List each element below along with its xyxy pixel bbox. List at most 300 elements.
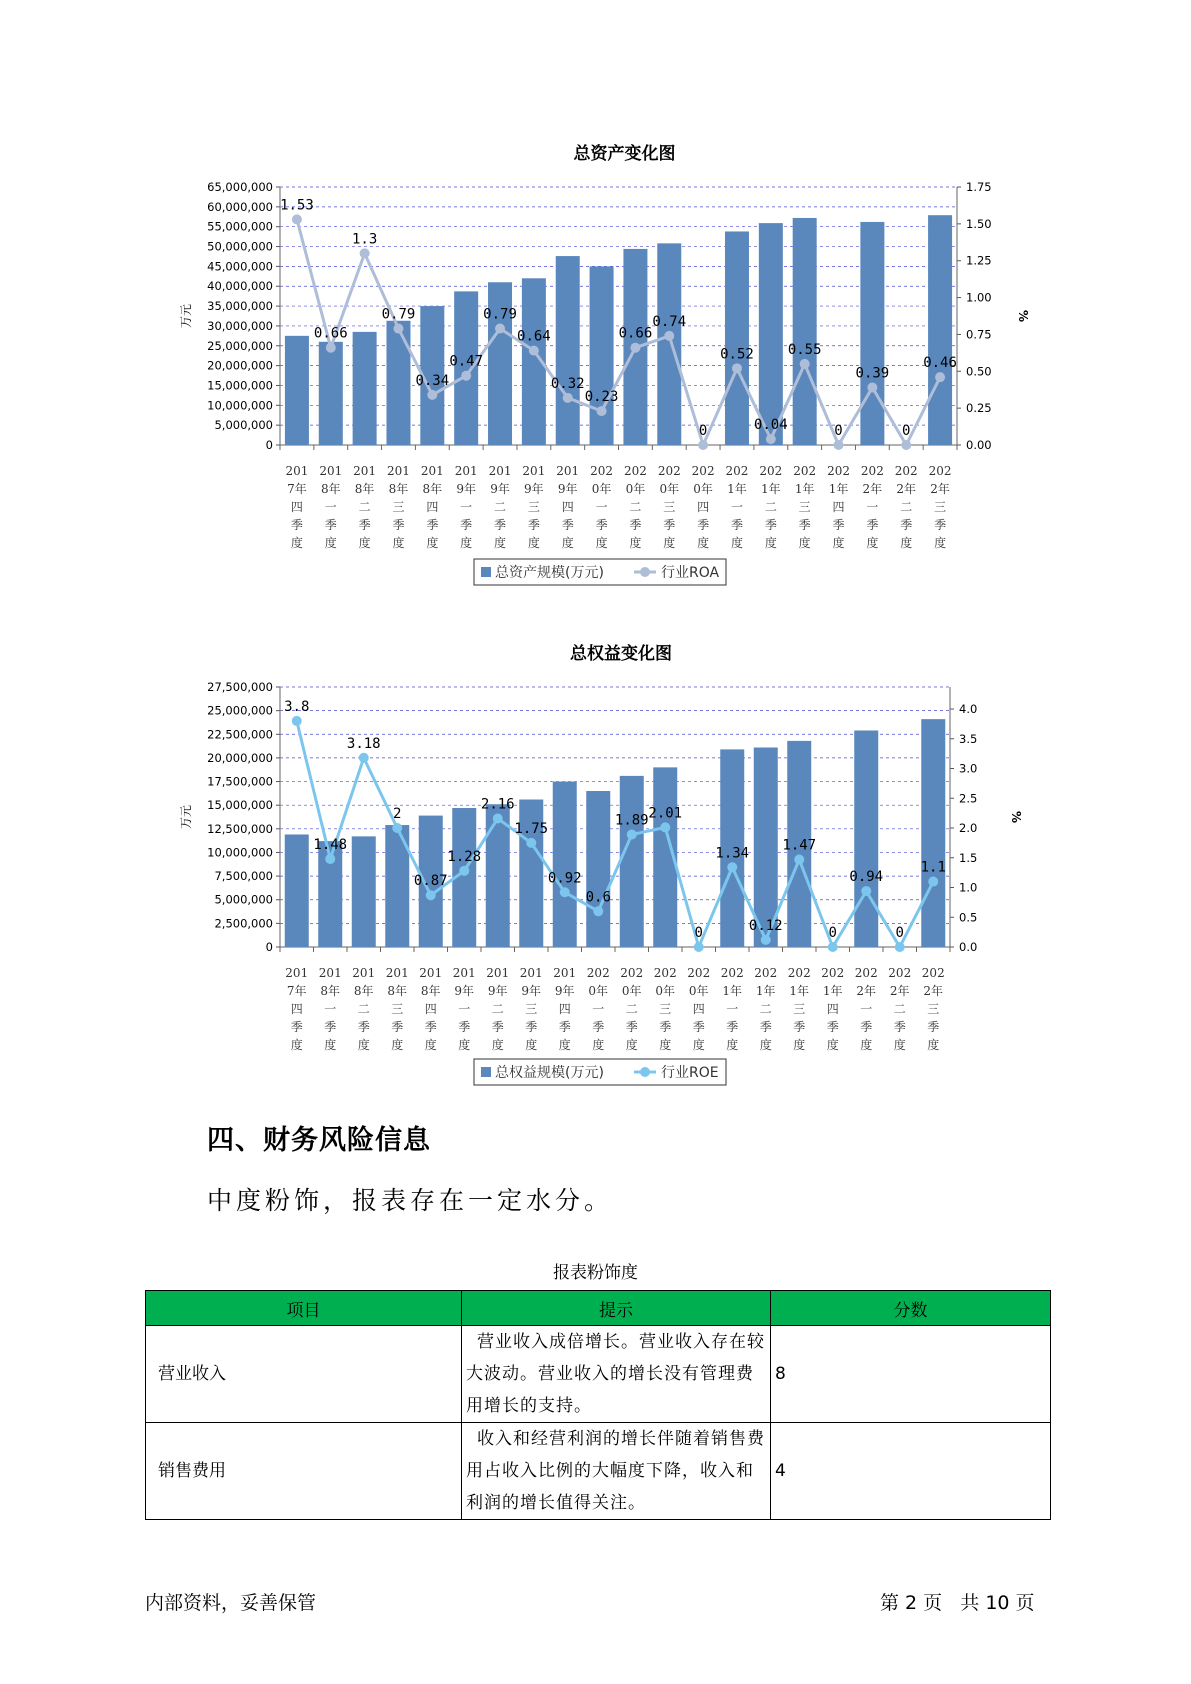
- x-tick-label: 季: [324, 1020, 337, 1034]
- x-tick-label: 201: [522, 464, 546, 478]
- x-tick-label: 季: [391, 1020, 404, 1034]
- x-tick-label: 度: [458, 1038, 471, 1052]
- x-tick-label: 一: [458, 1002, 471, 1016]
- left-tick-label: 20,000,000: [207, 358, 273, 373]
- x-tick-label: 四: [561, 500, 574, 514]
- row-score: 8: [771, 1326, 1051, 1423]
- line-point: [660, 822, 670, 832]
- x-tick-label: 201: [387, 464, 410, 478]
- x-tick-label: 三: [663, 500, 676, 514]
- x-tick-label: 度: [491, 1038, 504, 1052]
- bar: [285, 336, 309, 445]
- line-point: [560, 887, 570, 897]
- data-label: 1.53: [280, 197, 314, 214]
- x-tick-label: 201: [519, 966, 543, 980]
- header-item: 项目: [146, 1291, 462, 1326]
- x-tick-label: 201: [452, 966, 476, 980]
- x-tick-label: 0年: [655, 984, 676, 998]
- data-label: 1.48: [313, 836, 348, 853]
- data-label: 2.01: [648, 805, 683, 822]
- legend-line-label: 行业ROA: [661, 565, 720, 581]
- right-tick-label: 1.75: [966, 180, 992, 194]
- x-tick-label: 度: [697, 536, 710, 550]
- line-point: [630, 343, 640, 353]
- data-label: 0.74: [652, 313, 687, 330]
- x-tick-label: 季: [595, 518, 608, 532]
- right-tick-label: 0.25: [966, 401, 992, 416]
- left-tick-label: 60,000,000: [207, 199, 273, 214]
- x-tick-label: 202: [921, 966, 945, 980]
- x-tick-label: 202: [590, 464, 614, 478]
- line-point: [529, 346, 539, 356]
- x-tick-label: 0年: [625, 482, 646, 496]
- right-tick-label: 3.0: [959, 761, 978, 776]
- bar: [759, 223, 783, 445]
- x-tick-label: 三: [798, 500, 811, 514]
- left-tick-label: 25,000,000: [207, 703, 273, 718]
- left-tick-label: 25,000,000: [207, 338, 273, 353]
- x-tick-label: 201: [420, 464, 444, 478]
- x-tick-label: 2年: [856, 984, 877, 998]
- x-tick-label: 2年: [862, 482, 883, 496]
- x-tick-label: 二: [764, 500, 777, 514]
- left-tick-label: 10,000,000: [207, 845, 273, 860]
- x-tick-label: 三: [793, 1002, 806, 1016]
- x-tick-label: 度: [900, 536, 913, 550]
- x-tick-label: 度: [826, 1038, 839, 1052]
- x-tick-label: 2年: [923, 984, 944, 998]
- line-point: [664, 331, 674, 341]
- left-tick-label: 7,500,000: [214, 869, 273, 884]
- chart-title: 总资产变化图: [573, 144, 676, 164]
- x-tick-label: 四: [832, 500, 845, 514]
- right-tick-label: 1.25: [966, 253, 992, 268]
- x-tick-label: 度: [625, 1038, 638, 1052]
- x-tick-label: 202: [821, 966, 845, 980]
- x-tick-label: 1年: [755, 984, 776, 998]
- x-tick-label: 一: [595, 500, 608, 514]
- x-tick-label: 9年: [521, 984, 542, 998]
- legend-bar-label: 总权益规模(万元): [495, 1065, 604, 1081]
- x-tick-label: 四: [558, 1002, 571, 1016]
- x-tick-label: 三: [934, 500, 947, 514]
- data-label: 0.34: [415, 372, 450, 389]
- x-tick-label: 季: [697, 518, 710, 532]
- x-tick-label: 8年: [387, 984, 408, 998]
- x-tick-label: 度: [358, 536, 371, 550]
- x-tick-label: 季: [726, 1020, 739, 1034]
- data-label: 0.55: [787, 341, 822, 358]
- data-label: 0.47: [449, 353, 484, 370]
- x-tick-label: 1年: [822, 984, 843, 998]
- left-tick-label: 50,000,000: [207, 239, 273, 254]
- right-tick-label: 4.0: [959, 702, 978, 717]
- data-label: 0.87: [413, 873, 448, 890]
- x-tick-label: 202: [691, 464, 715, 478]
- x-tick-label: 度: [764, 536, 777, 550]
- x-tick-label: 202: [759, 464, 783, 478]
- right-tick-label: 0.00: [966, 438, 992, 452]
- x-tick-label: 季: [759, 1020, 772, 1034]
- x-tick-label: 201: [486, 966, 510, 980]
- x-tick-label: 度: [525, 1038, 538, 1052]
- x-tick-label: 201: [556, 464, 580, 478]
- data-label: 0: [895, 925, 904, 941]
- data-label: 0.04: [753, 417, 788, 434]
- x-tick-label: 2年: [889, 984, 910, 998]
- x-tick-label: 度: [798, 536, 811, 550]
- x-tick-label: 度: [392, 536, 405, 550]
- x-tick-label: 度: [866, 536, 879, 550]
- x-tick-label: 季: [424, 1020, 437, 1034]
- x-tick-label: 度: [357, 1038, 370, 1052]
- bar: [854, 730, 878, 947]
- x-tick-label: 1年: [761, 482, 781, 496]
- x-tick-label: 季: [392, 518, 405, 532]
- data-label: 1.47: [782, 837, 817, 854]
- x-tick-label: 1年: [828, 482, 849, 496]
- legend-line-marker: [640, 567, 650, 577]
- x-tick-label: 二: [893, 1002, 906, 1016]
- bar: [319, 342, 343, 445]
- x-tick-label: 季: [625, 1020, 638, 1034]
- section-title: 四、财务风险信息: [207, 1125, 431, 1156]
- x-tick-label: 度: [592, 1038, 605, 1052]
- data-label: 0.46: [923, 355, 957, 372]
- x-tick-label: 度: [730, 536, 743, 550]
- x-tick-label: 度: [832, 536, 845, 550]
- left-tick-label: 30,000,000: [207, 318, 273, 333]
- line-point: [727, 862, 737, 872]
- data-label: 1.1: [920, 859, 946, 876]
- line-point: [901, 440, 911, 450]
- right-tick-label: 0.50: [966, 364, 992, 379]
- x-tick-label: 度: [659, 1038, 672, 1052]
- data-label: 0.52: [720, 346, 754, 363]
- line-point: [563, 393, 573, 403]
- bar: [586, 791, 610, 947]
- x-tick-label: 季: [832, 518, 845, 532]
- x-tick-label: 四: [826, 1002, 839, 1016]
- x-tick-label: 一: [866, 500, 879, 514]
- row-score: 4: [771, 1423, 1051, 1520]
- left-tick-label: 0: [265, 438, 273, 452]
- x-tick-label: 季: [663, 518, 676, 532]
- x-tick-label: 度: [629, 536, 642, 550]
- x-tick-label: 三: [927, 1002, 940, 1016]
- bar: [386, 321, 410, 445]
- x-tick-label: 202: [623, 464, 647, 478]
- x-tick-label: 季: [659, 1020, 672, 1034]
- x-tick-label: 8年: [353, 984, 374, 998]
- right-tick-label: 1.5: [959, 850, 978, 865]
- x-tick-label: 季: [491, 1020, 504, 1034]
- line-point: [459, 866, 469, 876]
- x-tick-label: 四: [290, 500, 303, 514]
- x-tick-label: 202: [620, 966, 644, 980]
- right-tick-label: 0.75: [966, 327, 992, 342]
- x-tick-label: 一: [592, 1002, 605, 1016]
- x-tick-label: 9年: [456, 482, 476, 496]
- x-tick-label: 202: [657, 464, 681, 478]
- data-label: 0.92: [547, 870, 582, 887]
- line-point: [794, 855, 804, 865]
- left-axis-title: 万元: [179, 804, 193, 830]
- x-tick-label: 度: [663, 536, 676, 550]
- x-tick-label: 202: [586, 966, 610, 980]
- left-tick-label: 55,000,000: [207, 219, 273, 234]
- left-tick-label: 20,000,000: [207, 750, 273, 765]
- right-axis-title: %: [1016, 309, 1030, 323]
- x-tick-label: 8年: [422, 482, 443, 496]
- data-label: 1.89: [614, 812, 649, 829]
- x-tick-label: 度: [527, 536, 540, 550]
- x-tick-label: 202: [894, 464, 918, 478]
- x-tick-label: 季: [764, 518, 777, 532]
- x-tick-label: 度: [927, 1038, 940, 1052]
- left-tick-label: 17,500,000: [207, 774, 273, 789]
- x-tick-label: 2年: [930, 482, 950, 496]
- x-tick-label: 202: [928, 464, 952, 478]
- x-tick-label: 季: [826, 1020, 839, 1034]
- x-tick-label: 季: [860, 1020, 873, 1034]
- data-label: 0.94: [849, 869, 884, 886]
- x-tick-label: 度: [759, 1038, 772, 1052]
- bar: [928, 215, 952, 445]
- x-tick-label: 201: [319, 464, 343, 478]
- x-tick-label: 一: [730, 500, 743, 514]
- x-tick-label: 2年: [896, 482, 917, 496]
- bar: [793, 218, 817, 445]
- legend-bar-label: 总资产规模(万元): [495, 565, 604, 581]
- chart-title: 总权益变化图: [570, 644, 672, 664]
- x-tick-label: 1年: [794, 482, 815, 496]
- x-tick-label: 四: [290, 1002, 303, 1016]
- line-point: [766, 434, 776, 444]
- right-tick-label: 2.0: [959, 821, 978, 836]
- line-point: [426, 890, 436, 900]
- right-axis-title: %: [1009, 810, 1023, 824]
- table-row: [146, 1326, 1051, 1423]
- line-point: [627, 830, 637, 840]
- data-label: 0: [902, 423, 911, 439]
- page-number: 第 2 页 共 10 页: [880, 1592, 1035, 1614]
- x-tick-label: 季: [357, 1020, 370, 1034]
- line-point: [427, 390, 437, 400]
- data-label: 0: [698, 423, 708, 439]
- row-hint: 收入和经营利润的增长伴随着销售费用占收入比例的大幅度下降，收入和利润的增长值得关注。: [462, 1423, 771, 1520]
- bar: [556, 256, 580, 445]
- table-row: [146, 1423, 1051, 1520]
- x-tick-label: 9年: [487, 984, 508, 998]
- x-tick-label: 季: [866, 518, 879, 532]
- x-tick-label: 二: [357, 1002, 370, 1016]
- x-tick-label: 季: [592, 1020, 605, 1034]
- bar: [921, 719, 945, 947]
- x-tick-label: 三: [392, 500, 405, 514]
- x-tick-label: 度: [726, 1038, 739, 1052]
- header-score: 分数: [771, 1291, 1051, 1326]
- x-tick-label: 201: [352, 966, 376, 980]
- x-tick-label: 202: [827, 464, 850, 478]
- x-tick-label: 0年: [659, 482, 680, 496]
- left-tick-label: 10,000,000: [207, 398, 273, 413]
- x-tick-label: 1年: [789, 984, 810, 998]
- x-tick-label: 度: [424, 1038, 437, 1052]
- x-tick-label: 二: [759, 1002, 772, 1016]
- x-tick-label: 三: [525, 1002, 538, 1016]
- x-tick-label: 度: [558, 1038, 571, 1052]
- left-tick-label: 5,000,000: [214, 892, 273, 907]
- line-point: [495, 324, 505, 334]
- x-tick-label: 201: [488, 464, 512, 478]
- line-point: [493, 813, 503, 823]
- x-tick-label: 0年: [621, 984, 642, 998]
- line-point: [800, 359, 810, 369]
- line-point: [360, 248, 370, 258]
- x-tick-label: 度: [391, 1038, 404, 1052]
- x-tick-label: 季: [692, 1020, 705, 1034]
- x-tick-label: 9年: [554, 984, 575, 998]
- x-tick-label: 四: [426, 500, 439, 514]
- bar: [285, 834, 309, 947]
- data-label: 3.8: [284, 698, 310, 715]
- left-axis-title: 万元: [179, 303, 193, 329]
- x-tick-label: 季: [290, 518, 303, 532]
- x-tick-label: 一: [460, 500, 473, 514]
- left-tick-label: 27,500,000: [207, 680, 273, 694]
- whitewash-table: [145, 1290, 1051, 1520]
- x-tick-label: 季: [494, 518, 507, 532]
- x-tick-label: 度: [460, 536, 473, 550]
- data-label: 2: [393, 806, 402, 823]
- row-item: 销售费用: [146, 1423, 462, 1520]
- line-point: [393, 324, 403, 334]
- x-tick-label: 9年: [524, 482, 544, 496]
- left-tick-label: 22,500,000: [207, 727, 273, 742]
- data-label: 1.75: [514, 820, 549, 837]
- left-tick-label: 5,000,000: [214, 418, 273, 433]
- data-label: 1.28: [447, 848, 482, 865]
- x-tick-label: 季: [793, 1020, 806, 1034]
- x-tick-label: 季: [460, 518, 473, 532]
- x-tick-label: 季: [927, 1020, 940, 1034]
- x-tick-label: 度: [290, 536, 303, 550]
- x-tick-label: 8年: [320, 482, 341, 496]
- line-point: [732, 363, 742, 373]
- x-tick-label: 度: [324, 1038, 337, 1052]
- x-tick-label: 8年: [354, 482, 375, 496]
- x-tick-label: 0年: [693, 482, 713, 496]
- x-tick-label: 8年: [420, 984, 441, 998]
- right-tick-label: 2.5: [959, 791, 978, 806]
- right-tick-label: 1.50: [966, 216, 992, 231]
- x-tick-label: 二: [494, 500, 507, 514]
- x-tick-label: 四: [697, 500, 710, 514]
- header-hint: 提示: [462, 1291, 771, 1326]
- right-tick-label: 3.5: [959, 731, 978, 746]
- x-tick-label: 9年: [557, 482, 578, 496]
- line-point: [694, 942, 704, 952]
- x-tick-label: 二: [900, 500, 913, 514]
- legend-bar-swatch: [481, 567, 491, 577]
- data-label: 0.12: [748, 917, 783, 934]
- x-tick-label: 季: [798, 518, 811, 532]
- line-point: [325, 854, 335, 864]
- data-label: 0.32: [550, 375, 585, 392]
- x-tick-label: 0年: [588, 984, 609, 998]
- line-point: [698, 440, 708, 450]
- x-tick-label: 季: [561, 518, 574, 532]
- x-tick-label: 季: [426, 518, 439, 532]
- x-tick-label: 202: [653, 966, 677, 980]
- x-tick-label: 二: [625, 1002, 638, 1016]
- data-label: 0.39: [855, 365, 890, 382]
- line-point: [828, 942, 838, 952]
- left-tick-label: 2,500,000: [214, 916, 273, 931]
- left-tick-label: 0: [265, 940, 273, 954]
- x-tick-label: 四: [692, 1002, 705, 1016]
- right-tick-label: 0.0: [959, 940, 978, 954]
- x-tick-label: 度: [561, 536, 574, 550]
- x-tick-label: 度: [692, 1038, 705, 1052]
- line-point: [861, 886, 871, 896]
- x-tick-label: 202: [787, 966, 811, 980]
- x-tick-label: 1年: [727, 482, 747, 496]
- line-point: [292, 214, 302, 224]
- x-tick-label: 201: [318, 966, 342, 980]
- line-point: [761, 935, 771, 945]
- x-tick-label: 0年: [688, 984, 709, 998]
- x-tick-label: 1年: [722, 984, 743, 998]
- legend-bar-swatch: [481, 1067, 491, 1077]
- line-point: [392, 823, 402, 833]
- x-tick-label: 季: [527, 518, 540, 532]
- line-point: [326, 343, 336, 353]
- x-tick-label: 202: [687, 966, 711, 980]
- x-tick-label: 四: [424, 1002, 437, 1016]
- data-label: 1.3: [351, 231, 378, 248]
- bar: [620, 776, 644, 947]
- x-tick-label: 度: [324, 536, 337, 550]
- legend-line-marker: [640, 1067, 650, 1077]
- right-tick-label: 1.0: [959, 880, 978, 895]
- row-item: 营业收入: [146, 1326, 462, 1423]
- bar: [590, 266, 614, 445]
- x-tick-label: 度: [793, 1038, 806, 1052]
- left-tick-label: 45,000,000: [207, 259, 273, 274]
- footer-confidential: 内部资料，妥善保管: [145, 1592, 317, 1614]
- line-point: [834, 440, 844, 450]
- right-tick-label: 0.5: [959, 910, 978, 925]
- x-tick-label: 二: [358, 500, 371, 514]
- x-tick-label: 季: [730, 518, 743, 532]
- x-tick-label: 一: [324, 1002, 337, 1016]
- data-label: 1.34: [715, 845, 750, 862]
- x-tick-label: 202: [860, 464, 884, 478]
- x-tick-label: 201: [419, 966, 443, 980]
- line-point: [895, 942, 905, 952]
- x-tick-label: 7年: [287, 482, 307, 496]
- x-tick-label: 季: [893, 1020, 906, 1034]
- data-label: 0: [834, 423, 843, 439]
- x-tick-label: 度: [494, 536, 507, 550]
- x-tick-label: 季: [629, 518, 642, 532]
- x-tick-label: 季: [934, 518, 947, 532]
- x-tick-label: 三: [391, 1002, 404, 1016]
- data-label: 0.66: [618, 325, 653, 342]
- x-tick-label: 9年: [454, 984, 475, 998]
